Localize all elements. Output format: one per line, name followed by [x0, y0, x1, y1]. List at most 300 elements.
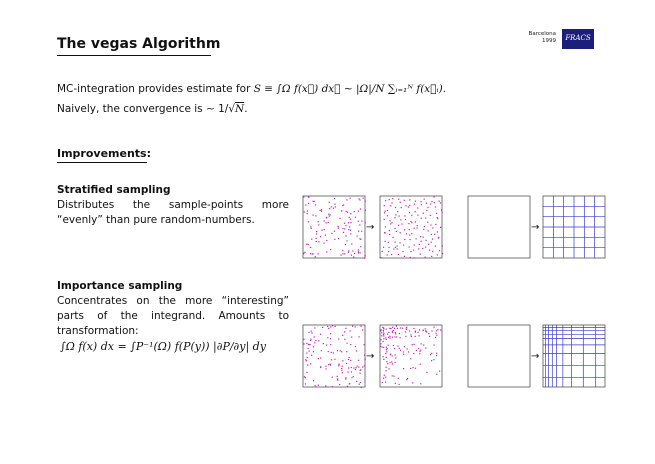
sample-point	[413, 353, 414, 354]
sample-point	[391, 222, 392, 223]
sample-point	[359, 224, 360, 225]
sample-point	[411, 233, 412, 234]
sample-point	[334, 198, 335, 199]
sample-point	[318, 224, 319, 225]
sample-point	[323, 243, 324, 244]
sample-point	[351, 337, 352, 338]
sample-point	[350, 213, 351, 214]
sample-point	[396, 326, 397, 327]
sample-point	[438, 238, 439, 239]
sample-point	[408, 206, 409, 207]
sample-point	[391, 202, 392, 203]
sample-point	[358, 367, 359, 368]
sample-point	[345, 377, 346, 378]
sample-point	[383, 327, 384, 328]
sample-point	[305, 359, 306, 360]
sample-point	[423, 229, 424, 230]
sample-point	[328, 351, 329, 352]
sample-point	[359, 199, 360, 200]
sample-point	[353, 367, 354, 368]
sample-point	[304, 252, 305, 253]
sample-point	[342, 250, 343, 251]
sample-point	[328, 328, 329, 329]
sample-point	[395, 383, 396, 384]
sample-point	[399, 333, 400, 334]
sample-point	[412, 367, 413, 368]
sample-point	[401, 207, 402, 208]
sample-point	[426, 331, 427, 332]
sample-point	[419, 244, 420, 245]
sample-point	[358, 252, 359, 253]
sample-point	[434, 234, 435, 235]
sample-point	[436, 353, 437, 354]
sample-point	[432, 239, 433, 240]
importance-grid-box	[543, 325, 605, 387]
sample-point	[400, 219, 401, 220]
sample-point	[421, 204, 422, 205]
sample-point	[424, 199, 425, 200]
sample-point	[308, 344, 309, 345]
sample-point	[320, 334, 321, 335]
sample-point	[382, 251, 383, 252]
sample-point	[315, 256, 316, 257]
sample-point	[331, 352, 332, 353]
arrow-stratified-1: →	[366, 222, 375, 233]
sample-point	[331, 233, 332, 234]
sample-point	[420, 383, 421, 384]
sample-point	[431, 242, 432, 243]
sample-point	[395, 228, 396, 229]
sample-point	[334, 239, 335, 240]
sample-point	[320, 358, 321, 359]
slide-title: The vegas Algorithm	[57, 36, 221, 52]
sample-point	[420, 351, 421, 352]
sample-point	[436, 355, 437, 356]
sample-point	[359, 238, 360, 239]
sample-point	[307, 364, 308, 365]
sample-point	[307, 213, 308, 214]
sample-point	[393, 345, 394, 346]
sample-point	[390, 205, 391, 206]
sample-point	[387, 210, 388, 211]
sample-point	[326, 368, 327, 369]
sample-point	[414, 245, 415, 246]
sample-point	[348, 252, 349, 253]
sample-point	[397, 211, 398, 212]
sample-point	[404, 239, 405, 240]
sample-point	[338, 339, 339, 340]
sample-point	[318, 253, 319, 254]
sample-point	[386, 367, 387, 368]
sample-point	[398, 199, 399, 200]
sample-point	[315, 215, 316, 216]
sample-point	[390, 328, 391, 329]
sample-point	[388, 368, 389, 369]
sample-point	[426, 203, 427, 204]
sample-point	[325, 385, 326, 386]
sample-point	[338, 227, 339, 228]
sample-point	[397, 328, 398, 329]
sample-point	[386, 349, 387, 350]
sample-point	[354, 211, 355, 212]
sample-point	[316, 238, 317, 239]
sample-point	[434, 327, 435, 328]
sample-point	[433, 359, 434, 360]
sample-point	[360, 208, 361, 209]
sample-point	[311, 228, 312, 229]
sample-point	[313, 201, 314, 202]
sample-point	[435, 206, 436, 207]
stratified-text: Distributes the sample-points more “evenly” than pure random-numbers.	[57, 199, 289, 226]
sample-point	[383, 347, 384, 348]
sample-point	[409, 234, 410, 235]
sample-point	[393, 330, 394, 331]
sample-point	[400, 327, 401, 328]
sample-point	[359, 336, 360, 337]
sample-point	[395, 242, 396, 243]
sample-point	[338, 364, 339, 365]
sample-point	[395, 217, 396, 218]
sample-point	[316, 241, 317, 242]
sample-point	[343, 232, 344, 233]
sample-point	[389, 199, 390, 200]
sample-point	[342, 372, 343, 373]
sample-point	[326, 251, 327, 252]
sample-point	[311, 355, 312, 356]
sample-point	[410, 251, 411, 252]
sample-point	[337, 380, 338, 381]
sample-point	[385, 353, 386, 354]
sample-point	[407, 348, 408, 349]
sample-point	[382, 382, 383, 383]
sample-point	[419, 335, 420, 336]
sample-point	[440, 227, 441, 228]
sample-point	[394, 336, 395, 337]
sample-point	[383, 333, 384, 334]
sample-point	[418, 248, 419, 249]
sample-point	[310, 363, 311, 364]
sample-point	[364, 365, 365, 366]
sample-point	[338, 226, 339, 227]
sample-point	[399, 348, 400, 349]
sample-point	[413, 250, 414, 251]
sample-point	[335, 206, 336, 207]
sample-point	[406, 327, 407, 328]
sample-point	[346, 363, 347, 364]
sample-point	[392, 363, 393, 364]
sample-point	[388, 345, 389, 346]
sample-point	[386, 351, 387, 352]
sample-point	[341, 351, 342, 352]
sample-point	[439, 371, 440, 372]
sample-point	[350, 219, 351, 220]
sample-point	[434, 345, 435, 346]
sample-point	[355, 369, 356, 370]
sample-point	[320, 210, 321, 211]
sample-point	[305, 383, 306, 384]
intro-line-2-text: Naively, the convergence is ∼ 1/√	[57, 103, 236, 115]
sample-point	[344, 228, 345, 229]
sample-point	[442, 212, 443, 213]
sample-point	[385, 200, 386, 201]
sample-point	[318, 358, 319, 359]
sample-point	[350, 330, 351, 331]
sample-point	[344, 331, 345, 332]
sample-point	[351, 255, 352, 256]
sample-point	[330, 333, 331, 334]
sample-point	[409, 246, 410, 247]
sample-point	[334, 231, 335, 232]
sample-point	[394, 348, 395, 349]
sample-point	[385, 211, 386, 212]
sqrt-n: N	[235, 103, 245, 115]
sample-point	[308, 332, 309, 333]
sample-point	[330, 364, 331, 365]
sample-point	[404, 215, 405, 216]
intro-line-2-end: .	[244, 103, 248, 115]
sample-point	[381, 339, 382, 340]
sample-point	[326, 217, 327, 218]
sample-point	[308, 203, 309, 204]
sample-point	[436, 374, 437, 375]
sample-point	[311, 331, 312, 332]
sample-point	[414, 204, 415, 205]
sample-point	[358, 221, 359, 222]
sample-point	[339, 218, 340, 219]
sample-point	[342, 360, 343, 361]
sample-point	[435, 224, 436, 225]
sample-point	[403, 245, 404, 246]
sample-point	[423, 237, 424, 238]
sample-point	[383, 331, 384, 332]
sample-point	[308, 244, 309, 245]
sample-point	[410, 358, 411, 359]
sample-point	[383, 359, 384, 360]
sample-point	[324, 220, 325, 221]
sample-point	[400, 232, 401, 233]
sample-point	[389, 220, 390, 221]
sample-point	[435, 245, 436, 246]
sample-point	[362, 366, 363, 367]
sample-point	[430, 215, 431, 216]
sample-point	[426, 210, 427, 211]
sample-point	[332, 386, 333, 387]
stratified-empty-box	[468, 196, 530, 258]
sample-point	[351, 367, 352, 368]
sample-point	[429, 250, 430, 251]
sample-point	[338, 238, 339, 239]
sample-point	[384, 212, 385, 213]
sample-point	[362, 330, 363, 331]
sample-point	[432, 251, 433, 252]
sample-point	[349, 217, 350, 218]
sample-point	[431, 360, 432, 361]
sample-point	[426, 240, 427, 241]
sample-point	[401, 224, 402, 225]
sample-point	[392, 375, 393, 376]
sample-point	[391, 254, 392, 255]
sample-point	[399, 216, 400, 217]
sample-point	[355, 326, 356, 327]
sample-point	[389, 234, 390, 235]
stratified-title: Stratified sampling	[57, 184, 171, 196]
sample-point	[383, 338, 384, 339]
sample-point	[420, 364, 421, 365]
sample-point	[439, 201, 440, 202]
sample-point	[393, 376, 394, 377]
sample-point	[417, 225, 418, 226]
stratified-grid-box	[543, 196, 605, 258]
sample-point	[350, 344, 351, 345]
sample-point	[432, 227, 433, 228]
sample-point	[326, 240, 327, 241]
sample-point	[397, 245, 398, 246]
sample-point	[347, 386, 348, 387]
sample-point	[383, 378, 384, 379]
sample-point	[364, 344, 365, 345]
sample-point	[320, 366, 321, 367]
intro-line-1-text: MC-integration provides estimate for	[57, 83, 254, 95]
sample-point	[383, 341, 384, 342]
sample-point	[358, 231, 359, 232]
sample-point	[394, 328, 395, 329]
sample-point	[437, 254, 438, 255]
sample-point	[313, 215, 314, 216]
sample-point	[351, 371, 352, 372]
sample-point	[436, 213, 437, 214]
sample-point	[437, 231, 438, 232]
sample-point	[409, 205, 410, 206]
sample-point	[425, 218, 426, 219]
sample-point	[335, 326, 336, 327]
sample-point	[345, 328, 346, 329]
sample-point	[303, 339, 304, 340]
sample-point	[410, 257, 411, 258]
sample-point	[313, 380, 314, 381]
sample-point	[420, 236, 421, 237]
sample-point	[428, 230, 429, 231]
sample-point	[421, 241, 422, 242]
sample-point	[310, 339, 311, 340]
sample-point	[345, 235, 346, 236]
transformation-formula: ∫Ω f(x) dx = ∫P⁻¹(Ω) f(P(y)) |∂P/∂y| dy	[60, 340, 266, 353]
sample-point	[308, 348, 309, 349]
sample-point	[440, 202, 441, 203]
sample-point	[435, 333, 436, 334]
sample-point	[382, 346, 383, 347]
sample-point	[316, 233, 317, 234]
sample-point	[413, 344, 414, 345]
sample-point	[408, 223, 409, 224]
sample-point	[402, 328, 403, 329]
sample-point	[387, 334, 388, 335]
sample-point	[332, 325, 333, 326]
sample-point	[360, 382, 361, 383]
sample-point	[403, 368, 404, 369]
sample-point	[415, 221, 416, 222]
sample-point	[436, 335, 437, 336]
sample-point	[306, 353, 307, 354]
sample-point	[395, 207, 396, 208]
sample-point	[398, 378, 399, 379]
sample-point	[430, 203, 431, 204]
sample-point	[388, 242, 389, 243]
sample-point	[384, 375, 385, 376]
sample-point	[314, 201, 315, 202]
sample-point	[328, 214, 329, 215]
sample-point	[349, 357, 350, 358]
sample-point	[326, 222, 327, 223]
sample-point	[405, 331, 406, 332]
sample-point	[306, 343, 307, 344]
sample-point	[439, 250, 440, 251]
stratified-even-box	[380, 196, 443, 259]
sample-point	[318, 385, 319, 386]
sample-point	[412, 344, 413, 345]
sample-point	[329, 216, 330, 217]
sample-point	[320, 236, 321, 237]
sample-point	[441, 209, 442, 210]
sample-point	[417, 332, 418, 333]
sample-point	[405, 336, 406, 337]
sample-point	[403, 351, 404, 352]
sample-point	[321, 209, 322, 210]
sample-point	[365, 201, 366, 202]
sample-point	[388, 337, 389, 338]
sample-point	[325, 235, 326, 236]
sample-point	[431, 330, 432, 331]
sample-point	[434, 196, 435, 197]
sample-point	[416, 238, 417, 239]
sample-point	[421, 343, 422, 344]
sample-point	[410, 334, 411, 335]
sample-point	[385, 226, 386, 227]
arrow-stratified-2: →	[531, 222, 540, 233]
sample-point	[423, 213, 424, 214]
sample-point	[411, 336, 412, 337]
sample-point	[356, 381, 357, 382]
sample-point	[315, 204, 316, 205]
sample-point	[345, 225, 346, 226]
sample-point	[361, 326, 362, 327]
improvements-heading: Improvements:	[57, 147, 151, 160]
sample-point	[390, 338, 391, 339]
sample-point	[351, 243, 352, 244]
sample-point	[342, 335, 343, 336]
sample-point	[385, 377, 386, 378]
sample-point	[381, 335, 382, 336]
sample-point	[383, 247, 384, 248]
sample-point	[313, 351, 314, 352]
sample-point	[399, 242, 400, 243]
sample-point	[417, 215, 418, 216]
sample-point	[422, 248, 423, 249]
sample-point	[419, 329, 420, 330]
sample-point	[392, 331, 393, 332]
sample-point	[391, 361, 392, 362]
sample-point	[402, 251, 403, 252]
sample-point	[308, 221, 309, 222]
sample-point	[321, 211, 322, 212]
sample-point	[303, 343, 304, 344]
sample-point	[437, 329, 438, 330]
sample-point	[387, 363, 388, 364]
sample-point	[383, 335, 384, 336]
sample-point	[417, 227, 418, 228]
sample-point	[327, 326, 328, 327]
sample-point	[337, 350, 338, 351]
sample-point	[414, 257, 415, 258]
